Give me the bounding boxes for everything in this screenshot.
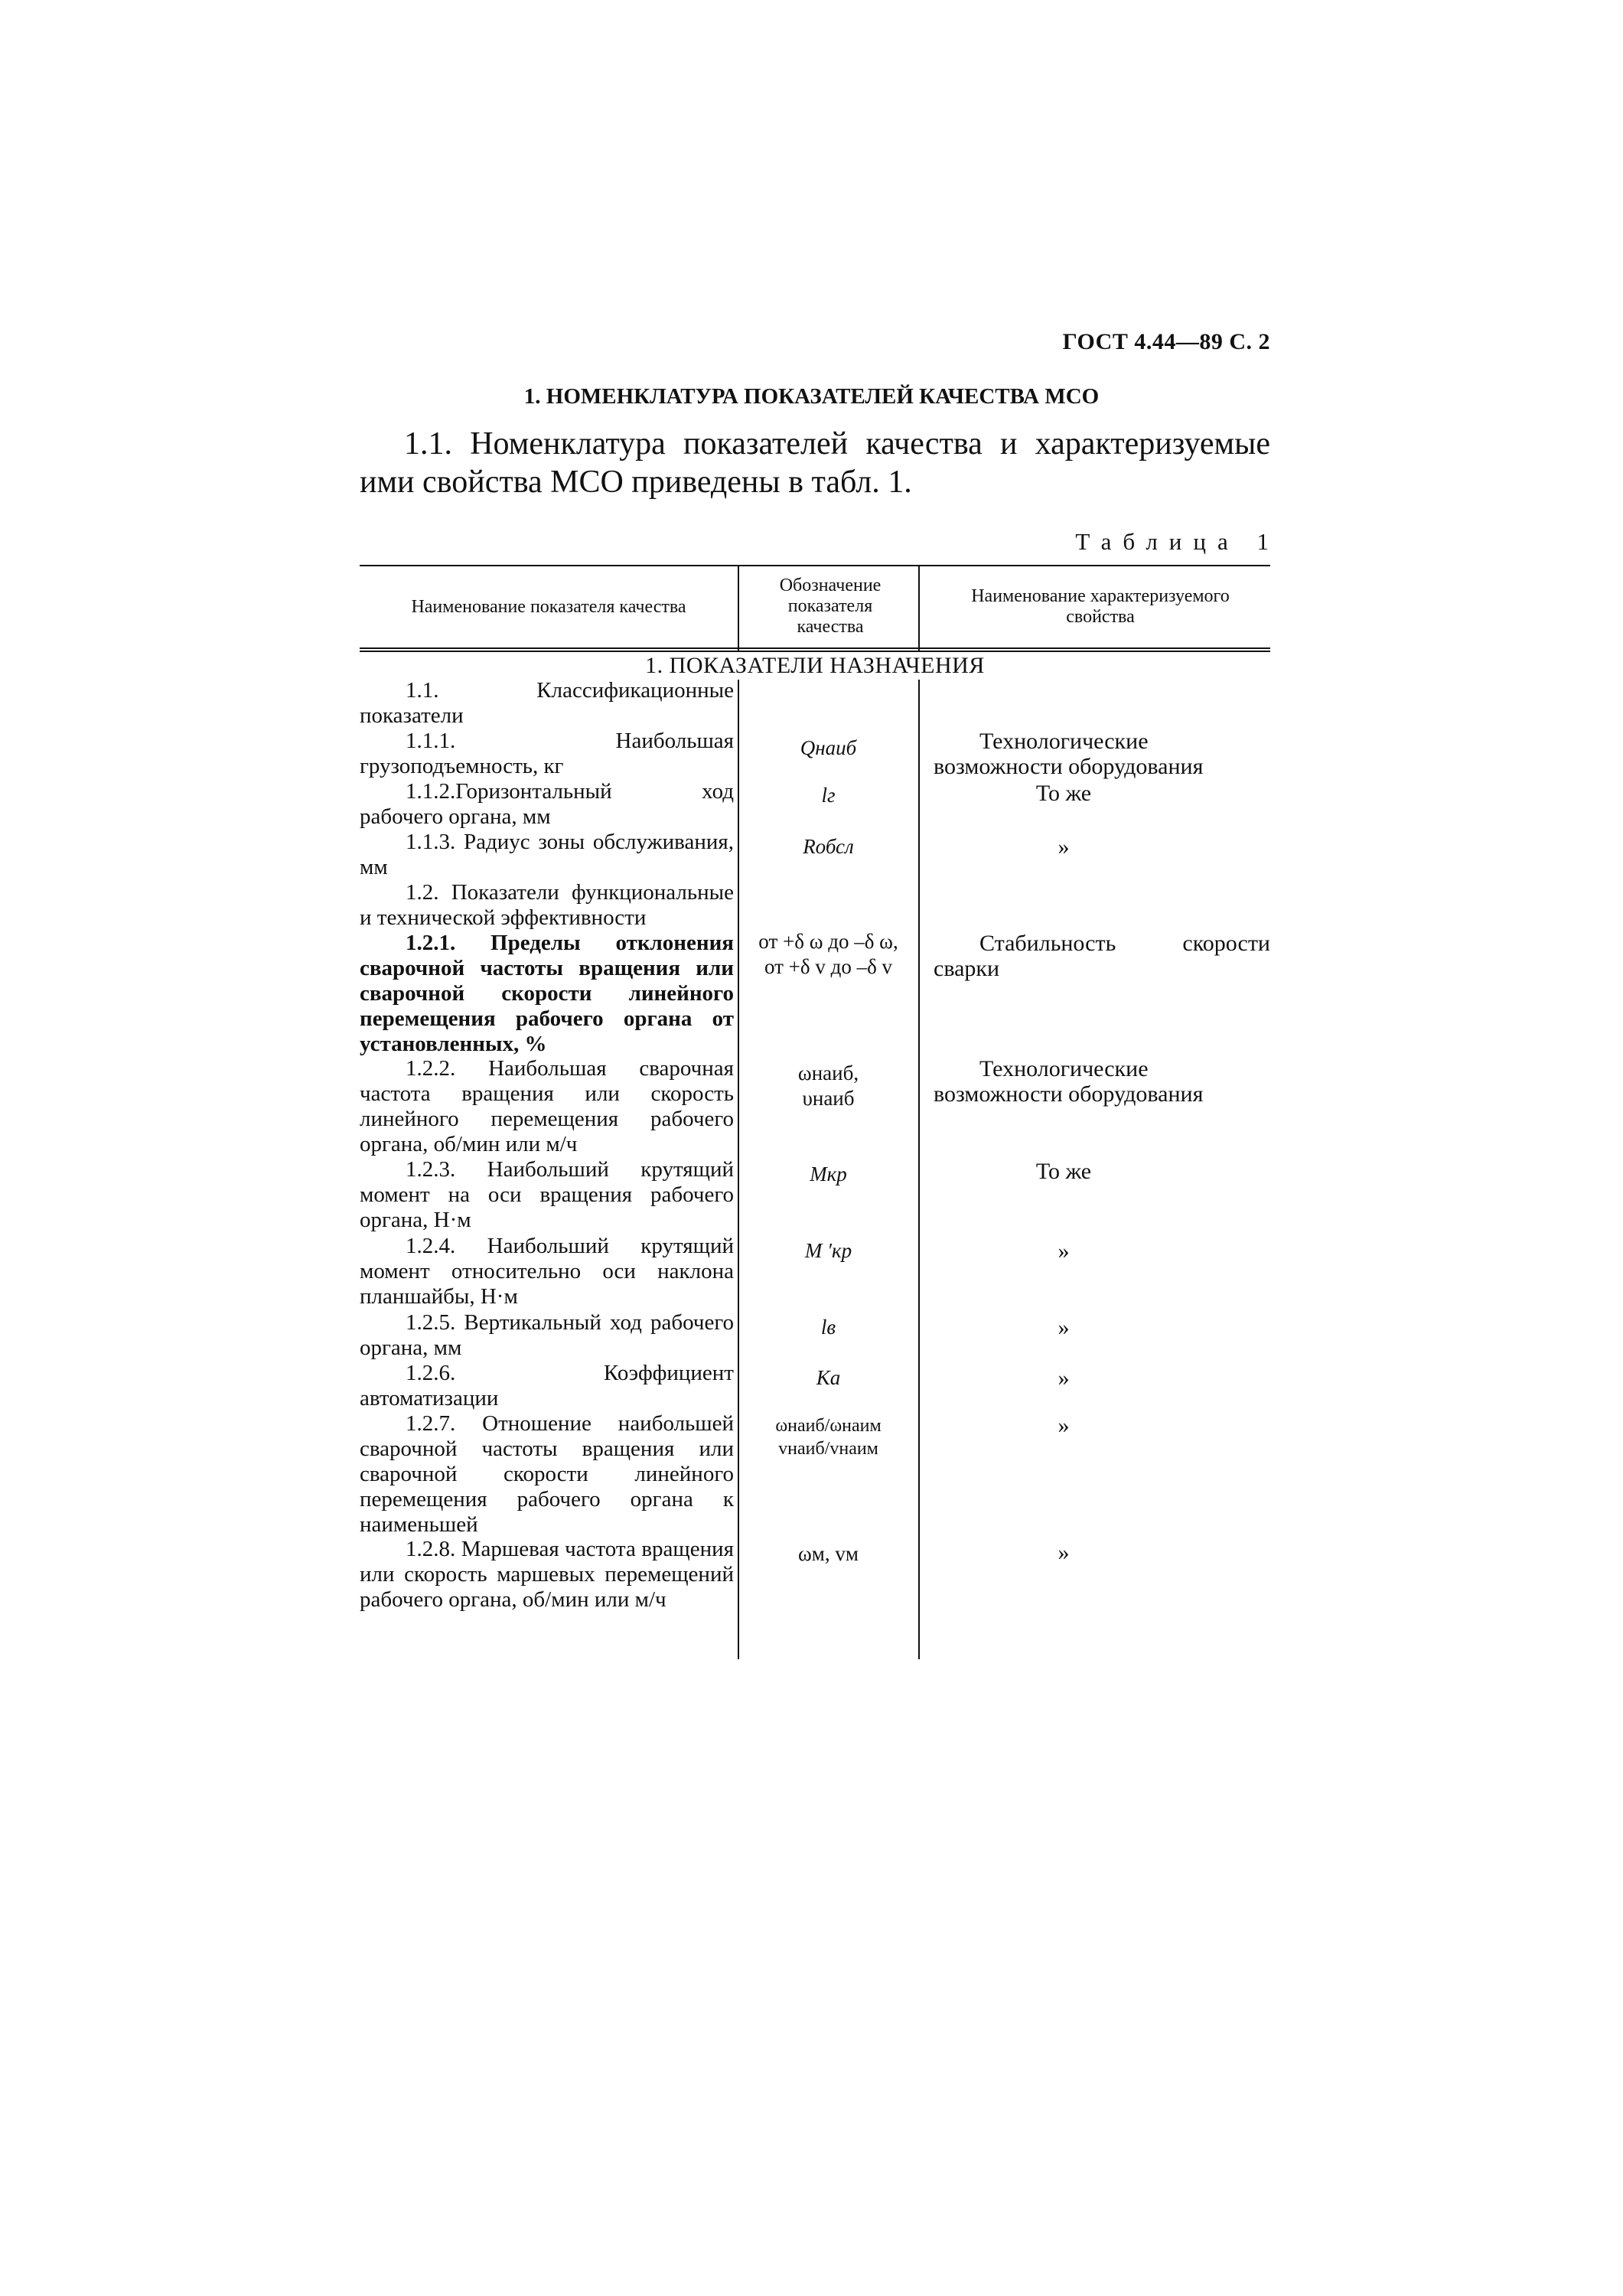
column-divider-1 <box>738 680 739 1659</box>
header-divider-2 <box>918 565 920 651</box>
row-name: 1.2.8. Маршевая частота вращения или скорость маршевых перемещений рабочего органа, об/мин или м/ч <box>360 1537 734 1612</box>
intro-text: 1.1. Номенклатура показателей качества и характеризуемые ими свойства МСО приведены в табл. 1. <box>360 426 1270 500</box>
table-caption: Таблица 1 <box>1075 528 1280 555</box>
row-property: Технологические возможности оборудования <box>934 729 1204 779</box>
row-property: » <box>1058 1413 1070 1438</box>
row-property: » <box>1058 1238 1070 1264</box>
row-name: 1.2.5. Вертикальный ход рабочего органа, мм <box>360 1310 734 1360</box>
row-name: 1.2.6. Коэффициент автоматизации <box>360 1361 734 1411</box>
row-property: » <box>1058 1540 1070 1565</box>
row-name: 1.1.1. Наибольшая грузоподъемность, кг <box>360 729 734 778</box>
section-title: 1. НОМЕНКЛАТУРА ПОКАЗАТЕЛЕЙ КАЧЕСТВА МСО <box>523 384 1100 409</box>
header-divider-1 <box>738 565 739 651</box>
row-symbol: ωнаиб, υнаиб <box>797 1062 859 1110</box>
header-bottom-rule-2 <box>360 651 1270 652</box>
row-name: 1.1. Классификационные показатели <box>360 678 734 728</box>
row-symbol: ωнаиб/ωнаим vнаиб/vнаим <box>775 1416 882 1459</box>
row-symbol: lг <box>821 784 836 807</box>
row-symbol: Mкр <box>810 1163 847 1186</box>
row-name: 1.2.2. Наибольшая сварочная частота вращения или скорость линейного перемещения рабочего органа, об/мин или м/ч <box>360 1056 734 1156</box>
page-header: ГОСТ 4.44—89 С. 2 <box>1062 329 1270 354</box>
row-property: То же <box>1035 1159 1092 1184</box>
row-property: То же <box>1035 781 1092 806</box>
row-symbol: ωм, vм <box>798 1542 859 1565</box>
row-name: 1.2. Показатели функциональные и технической эффективности <box>360 880 734 930</box>
row-property: » <box>1058 1315 1070 1340</box>
row-name: 1.2.7. Отношение наибольшей сварочной частоты вращения или сварочной скорости линейного перемещения рабочего органа к наименьшей <box>360 1411 734 1537</box>
subsection-title: 1. ПОКАЗАТЕЛИ НАЗНАЧЕНИЯ <box>645 653 985 678</box>
column-header-symbol: Обозначение показателя качества <box>779 576 882 637</box>
column-header-property: Наименование характеризуемого свойства <box>971 586 1230 627</box>
row-name: 1.2.1. Пределы отклонения сварочной частоты вращения или сварочной скорости линейного перемещения рабочего органа от установленных, % <box>360 931 734 1056</box>
row-name: 1.2.4. Наибольший крутящий момент относительно оси наклона планшайбы, Н·м <box>360 1234 734 1309</box>
table-top-rule <box>360 565 1270 566</box>
column-header-name: Наименование показателя качества <box>411 597 686 617</box>
row-symbol: от +δ ω до –δ ω, от +δ v до –δ v <box>758 930 898 978</box>
row-name: 1.1.3. Радиус зоны обслуживания, мм <box>360 830 734 879</box>
row-property: Стабильность скорости сварки <box>934 931 1270 981</box>
row-property: » <box>1058 834 1070 859</box>
intro-paragraph <box>360 425 1270 501</box>
row-symbol: lв <box>820 1316 836 1339</box>
row-symbol: Kа <box>816 1366 841 1389</box>
header-bottom-rule <box>360 647 1270 649</box>
row-symbol: M ′кр <box>804 1239 852 1262</box>
row-name: 1.2.3. Наибольший крутящий момент на оси вращения рабочего органа, Н·м <box>360 1157 734 1232</box>
row-name: 1.1.2.Горизонтальный ход рабочего органа, мм <box>360 779 734 829</box>
row-symbol: Rобсл <box>803 835 854 858</box>
row-symbol: Qнаиб <box>800 736 857 759</box>
row-property: Технологические возможности оборудования <box>934 1056 1204 1107</box>
row-property: » <box>1058 1365 1070 1391</box>
